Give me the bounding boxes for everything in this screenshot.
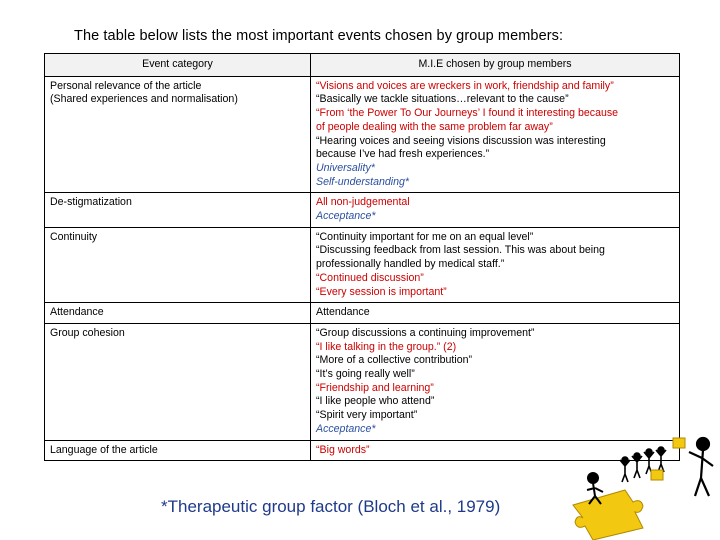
event-category-text: Continuity [50, 230, 98, 243]
mie-line: “Basically we tackle situations…relevant to the cause” [316, 93, 569, 106]
mie-cell [311, 303, 680, 324]
people-puzzle-illustration [555, 430, 720, 540]
mie-line: All non-judgemental [316, 196, 410, 209]
event-category-text: Personal relevance of the article [50, 79, 202, 92]
event-category-cell [45, 303, 311, 324]
mie-cell [311, 323, 680, 440]
table-row [45, 193, 680, 227]
page-heading: The table below lists the most important events chosen by group members: [74, 28, 564, 44]
mie-line: “I like people who attend” [316, 395, 435, 408]
standing-figure-icon [689, 438, 713, 496]
event-category-text: (Shared experiences and normalisation) [50, 93, 238, 106]
mie-line: of people dealing with the same problem far away” [316, 120, 553, 133]
puzzle-piece-icon [573, 490, 643, 540]
event-category-cell [45, 440, 311, 461]
table-row [45, 323, 680, 440]
mie-line: Universality* [316, 161, 375, 174]
table-row [45, 227, 680, 303]
mie-line: “I like talking in the group.” (2) [316, 340, 457, 353]
mie-line: “Visions and voices are wreckers in work, friendship and family” [316, 79, 614, 92]
mie-line: “From ‘the Power To Our Journeys’ I found it interesting because [316, 107, 619, 120]
mie-line: “Friendship and learning” [316, 381, 434, 394]
header-event-category: Event category [45, 54, 311, 77]
mie-cell [311, 227, 680, 303]
mie-cell [311, 193, 680, 227]
mie-line: Acceptance* [316, 422, 376, 435]
mie-line: “Group discussions a continuing improvement” [316, 326, 535, 339]
event-category-cell [45, 193, 311, 227]
table-row [45, 303, 680, 324]
table-header-row [45, 54, 680, 77]
header-mie: M.I.E chosen by group members [311, 54, 680, 77]
mie-line: Acceptance* [316, 210, 376, 223]
mie-line: because I’ve had fresh experiences.” [316, 148, 490, 161]
mie-line: “Continued discussion” [316, 271, 424, 284]
event-category-text: Attendance [50, 306, 104, 319]
mie-line: “Every session is important” [316, 285, 447, 298]
mie-line: Attendance [316, 306, 370, 319]
mie-line: “Discussing feedback from last session. This was about being [316, 244, 605, 257]
event-category-text: Group cohesion [50, 326, 125, 339]
mie-line: “Spirit very important” [316, 409, 418, 422]
event-category-cell [45, 76, 311, 193]
event-category-cell [45, 323, 311, 440]
mie-line: “Big words” [316, 443, 370, 456]
mie-cell [311, 76, 680, 193]
footnote: *Therapeutic group factor (Bloch et al., 1979) [161, 497, 501, 516]
event-category-cell [45, 227, 311, 303]
mie-line: Self-understanding* [316, 175, 410, 188]
events-table [44, 53, 680, 461]
mie-line: “More of a collective contribution” [316, 354, 473, 367]
mie-line: professionally handled by medical staff.” [316, 258, 505, 271]
event-category-text: Language of the article [50, 443, 158, 456]
mie-line: “It’s going really well” [316, 368, 415, 381]
event-category-text: De-stigmatization [50, 196, 132, 209]
table-row [45, 76, 680, 193]
mie-line: “Continuity important for me on an equal level” [316, 230, 534, 243]
mie-line: “Hearing voices and seeing visions discussion was interesting [316, 134, 606, 147]
